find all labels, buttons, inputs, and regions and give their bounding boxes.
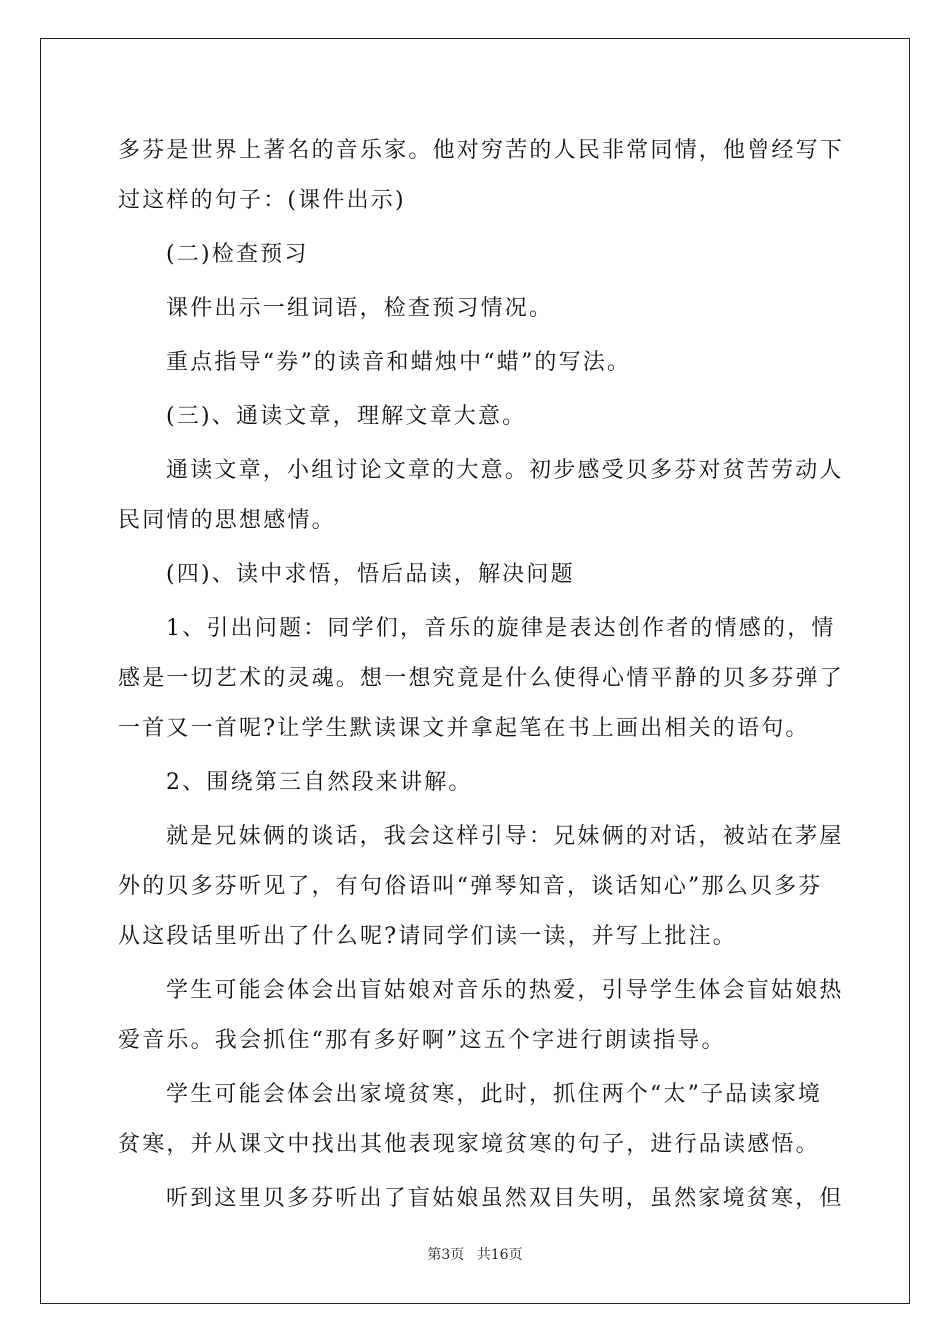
section-heading-4 <box>118 550 834 600</box>
paragraph-1 <box>118 126 845 226</box>
paragraph-4 <box>118 338 834 388</box>
text-line: 爱音乐。我会抓住“那有多好啊”这五个字进行朗读指导。 <box>118 1028 726 1053</box>
paragraph-9 <box>118 758 834 808</box>
text-line: 2、围绕第三自然段来讲解。 <box>166 770 473 795</box>
text-line: (三)、通读文章，理解文章大意。 <box>166 404 527 429</box>
text-line: 学生可能会体会出盲姑娘对音乐的热爱，引导学生体会盲姑娘热 <box>166 978 844 1003</box>
paragraph-11 <box>118 966 844 1066</box>
text-line: 重点指导“券”的读音和蜡烛中“蜡”的写法。 <box>166 350 632 375</box>
total-pages: 共16页 <box>476 1247 523 1263</box>
paragraph-6 <box>118 446 844 546</box>
text-line: 感是一切艺术的灵魂。想一想究竟是什么使得心情平静的贝多芬弹了 <box>118 666 845 691</box>
text-line: 就是兄妹俩的谈话，我会这样引导：兄妹俩的对话，被站在茅屋 <box>166 824 844 849</box>
text-line: 一首又一首呢?让学生默读课文并拿起笔在书上画出相关的语句。 <box>118 716 810 741</box>
section-heading-3 <box>118 392 834 442</box>
text-line: 1、引出问题：同学们，音乐的旋律是表达创作者的情感的，情 <box>166 616 836 641</box>
text-line: 通读文章，小组讨论文章的大意。初步感受贝多芬对贫苦劳动人 <box>166 458 844 483</box>
paragraph-10 <box>118 812 844 962</box>
text-line: 听到这里贝多芬听出了盲姑娘虽然双目失明，虽然家境贫寒，但 <box>166 1186 844 1211</box>
text-line: (二)检查预习 <box>166 242 309 267</box>
paragraph-3 <box>118 284 834 334</box>
paragraph-12 <box>118 1070 834 1170</box>
paragraph-8 <box>118 604 845 754</box>
paragraph-13 <box>118 1174 844 1224</box>
page-number: 第3页 <box>427 1247 465 1263</box>
text-line: (四)、读中求悟，悟后品读，解决问题 <box>166 562 575 587</box>
section-heading-2 <box>118 230 834 280</box>
page-footer <box>0 1244 950 1264</box>
text-line: 多芬是世界上著名的音乐家。他对穷苦的人民非常同情，他曾经写下 <box>118 138 845 163</box>
text-line: 外的贝多芬听见了，有句俗语叫“弹琴知音，谈话知心”那么贝多芬 <box>118 874 823 899</box>
text-line: 贫寒，并从课文中找出其他表现家境贫寒的句子，进行品读感悟。 <box>118 1132 820 1157</box>
document-body <box>118 126 845 1228</box>
text-line: 民同情的思想感情。 <box>118 508 336 533</box>
text-line: 过这样的句子：(课件出示) <box>118 188 406 213</box>
text-line: 从这段话里听出了什么呢?请同学们读一读，并写上批注。 <box>118 924 737 949</box>
text-line: 学生可能会体会出家境贫寒，此时，抓住两个“太”子品读家境 <box>166 1082 823 1107</box>
text-line: 课件出示一组词语，检查预习情况。 <box>166 296 554 321</box>
